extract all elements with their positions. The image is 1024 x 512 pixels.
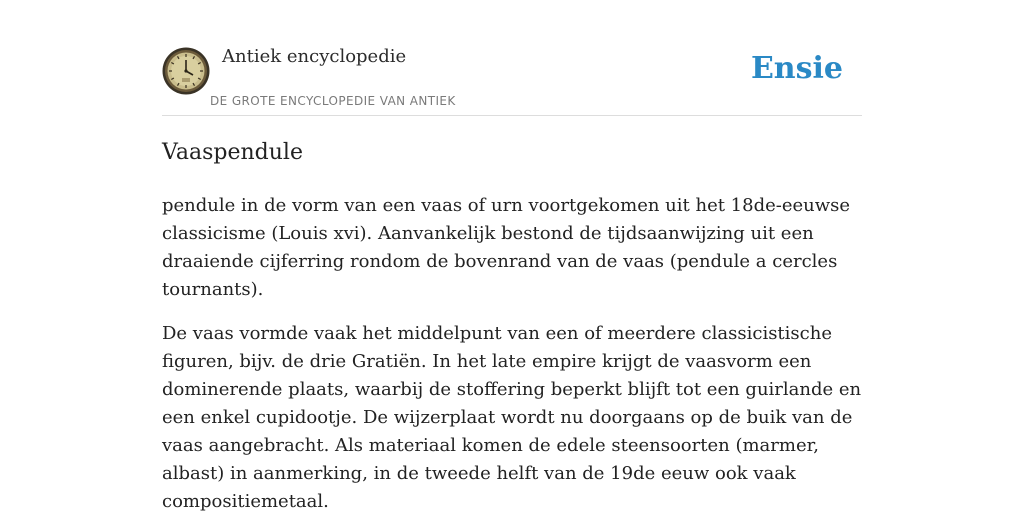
entry-body [162,192,862,512]
site-subtitle: DE GROTE ENCYCLOPEDIE VAN ANTIEK [210,94,456,108]
header-divider [162,115,862,116]
site-title[interactable]: Antiek encyclopedie [222,46,407,67]
page-container [162,0,862,512]
brand-logo-link[interactable]: Ensie [750,51,843,86]
antique-clock-icon[interactable] [162,47,210,95]
entry-title: Vaaspendule [162,140,303,165]
entry-paragraph: pendule in de vorm van een vaas of urn voortgekomen uit het 18de-eeuwse classicisme (Louis xvi). Aanvankelijk bestond de tijdsaanwijzing uit een draaiende cijferring rondom de bovenrand van de vaas (pendule a cercles tournants). [162,195,851,300]
entry-paragraph: De vaas vormde vaak het middelpunt van een of meerdere classicistische figuren, bijv. de drie Gratiën. In het late empire krijgt de vaasvorm een dominerende plaats, waarbij de stoffering beperkt blijft tot een guirlande en een enkel cupidootje. De wijzerplaat wordt nu doorgaans op de buik van de vaas aangebracht. Als materiaal komen de edele steensoorten (marmer, albast) in aanmerking, in de tweede helft van de 19de eeuw ook vaak compositiemetaal. [162,323,862,512]
